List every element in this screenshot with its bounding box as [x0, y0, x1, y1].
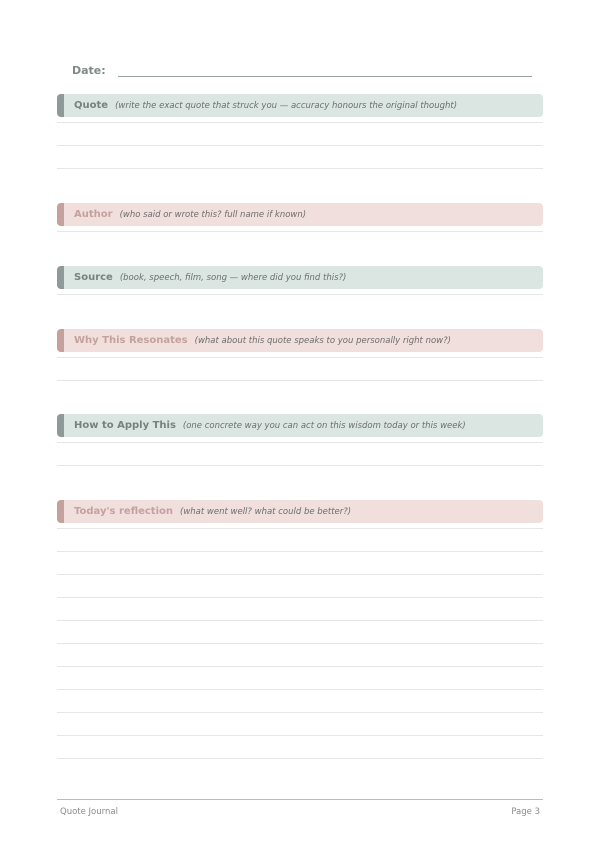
- section-hint: (write the exact quote that struck you — accuracy honours the original thought): [115, 100, 458, 111]
- writing-line[interactable]: [57, 666, 543, 667]
- section-source: [57, 266, 543, 289]
- section-hint: (one concrete way you can act on this wisdom today or this week): [182, 420, 466, 431]
- section-hint: (who said or wrote this? full name if known): [119, 209, 307, 220]
- footer-page-number: Page 3: [511, 807, 540, 817]
- writing-line[interactable]: [57, 620, 543, 621]
- date-label: Date:: [72, 64, 106, 77]
- writing-line[interactable]: [57, 528, 543, 529]
- writing-line[interactable]: [57, 231, 543, 232]
- writing-line[interactable]: [57, 758, 543, 759]
- writing-line[interactable]: [57, 465, 543, 466]
- writing-line[interactable]: [57, 168, 543, 169]
- writing-line[interactable]: [57, 712, 543, 713]
- date-row: [72, 62, 532, 80]
- section-title: Today's reflection: [74, 506, 174, 517]
- reflection-header-bar: [57, 500, 543, 523]
- writing-line[interactable]: [57, 597, 543, 598]
- source-header-bar: [57, 266, 543, 289]
- section-quote: [57, 94, 543, 117]
- writing-line[interactable]: [57, 380, 543, 381]
- writing-line[interactable]: [57, 294, 543, 295]
- writing-line[interactable]: [57, 357, 543, 358]
- section-why-this-resonates: [57, 329, 543, 352]
- section-author: [57, 203, 543, 226]
- writing-line[interactable]: [57, 574, 543, 575]
- section-title: How to Apply This: [74, 420, 176, 431]
- section-hint: (book, speech, film, song — where did you find this?): [119, 272, 347, 283]
- apply-header-bar: [57, 414, 543, 437]
- writing-line[interactable]: [57, 643, 543, 644]
- section-title: Source: [74, 272, 113, 283]
- footer-journal-name: Quote Journal: [60, 807, 118, 817]
- writing-line[interactable]: [57, 551, 543, 552]
- section-title: Quote: [74, 100, 109, 111]
- section-title: Why This Resonates: [74, 335, 188, 346]
- writing-line[interactable]: [57, 442, 543, 443]
- quote-header-bar: [57, 94, 543, 117]
- section-title: Author: [74, 209, 113, 220]
- footer-divider: [57, 799, 543, 800]
- section-todays-reflection: [57, 500, 543, 523]
- resonates-header-bar: [57, 329, 543, 352]
- date-writing-line[interactable]: [118, 76, 532, 77]
- section-how-to-apply: [57, 414, 543, 437]
- writing-line[interactable]: [57, 145, 543, 146]
- writing-line[interactable]: [57, 735, 543, 736]
- writing-line[interactable]: [57, 689, 543, 690]
- section-hint: (what went well? what could be better?): [180, 506, 352, 517]
- author-header-bar: [57, 203, 543, 226]
- section-hint: (what about this quote speaks to you personally right now?): [194, 335, 451, 346]
- writing-line[interactable]: [57, 122, 543, 123]
